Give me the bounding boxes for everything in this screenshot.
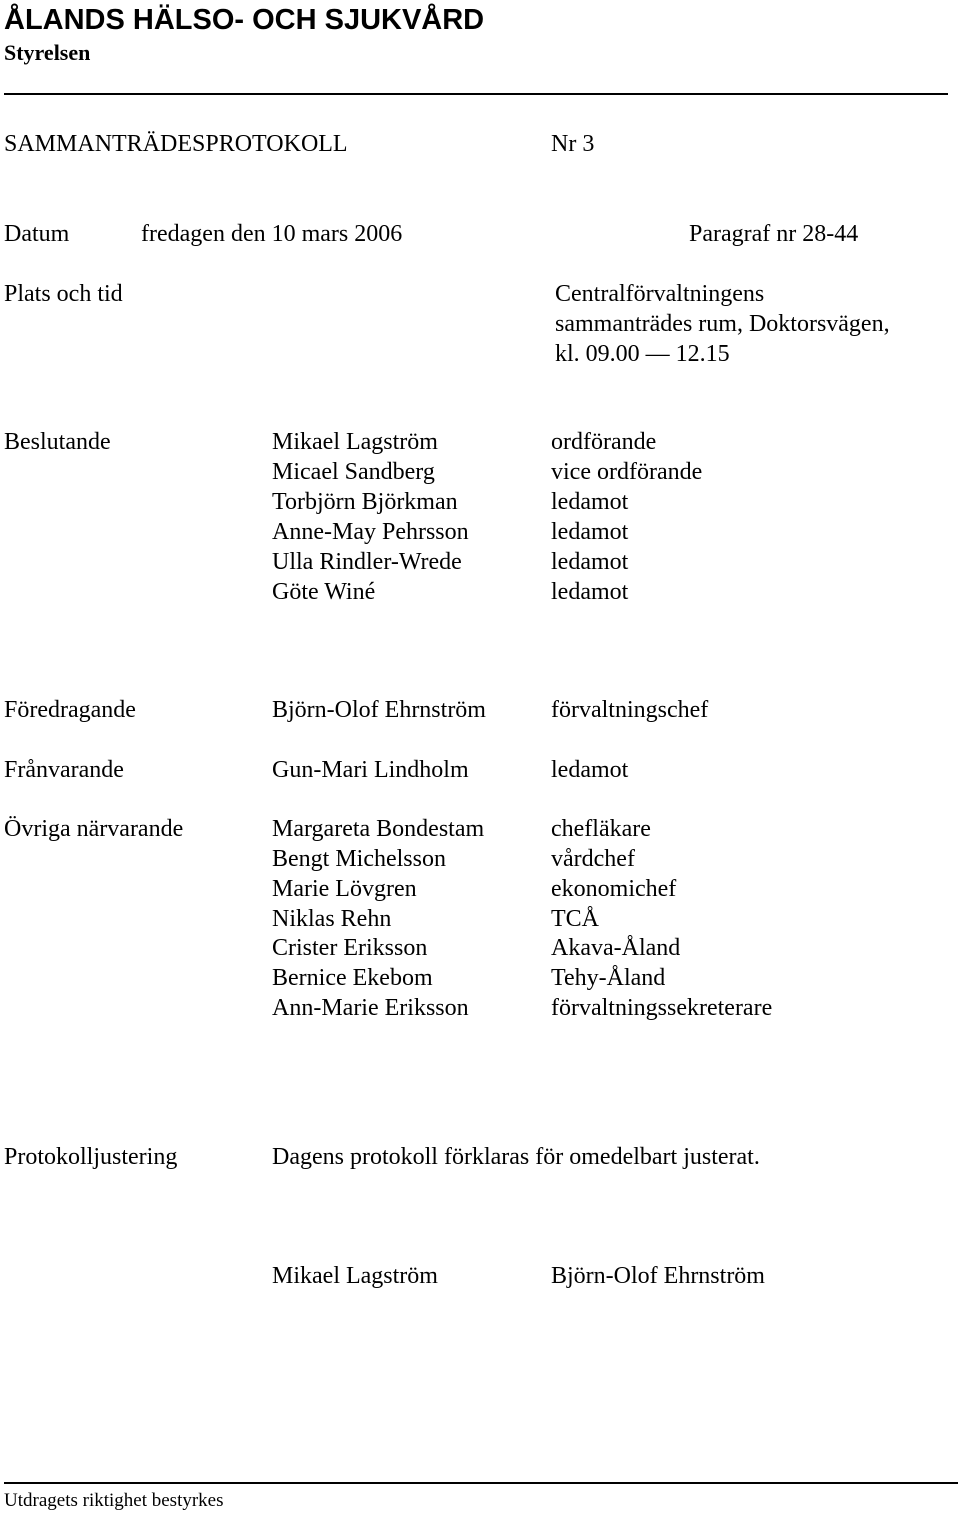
attendee-role: vårdchef (551, 846, 635, 872)
board-name: Styrelsen (4, 40, 91, 65)
attendee-name: Crister Eriksson (272, 935, 428, 961)
attendee-name: Ann-Marie Eriksson (272, 995, 469, 1021)
attendee-role: chefläkare (551, 816, 651, 842)
attendee-role: Tehy-Åland (551, 965, 666, 991)
others-present-label: Övriga närvarande (4, 816, 184, 842)
signature-chair: Mikael Lagström (272, 1263, 438, 1289)
protocol-number: Nr 3 (551, 131, 595, 157)
member-role: vice ordförande (551, 459, 703, 485)
presenter-role: förvaltningschef (551, 697, 709, 723)
presenter-label: Föredragande (4, 697, 136, 723)
absent-name: Gun-Mari Lindholm (272, 757, 469, 783)
attendee-role: förvaltningssekreterare (551, 995, 773, 1021)
signature-manager: Björn-Olof Ehrnström (551, 1263, 765, 1289)
member-role: ledamot (551, 489, 629, 515)
member-name: Anne-May Pehrsson (272, 519, 469, 545)
date-label: Datum (4, 221, 70, 247)
member-role: ordförande (551, 429, 657, 455)
member-name: Micael Sandberg (272, 459, 435, 485)
absent-role: ledamot (551, 757, 629, 783)
attendee-role: ekonomichef (551, 876, 677, 902)
attendee-name: Margareta Bondestam (272, 816, 485, 842)
member-role: ledamot (551, 549, 629, 575)
member-name: Torbjörn Björkman (272, 489, 458, 515)
presenter-name: Björn-Olof Ehrnström (272, 697, 486, 723)
member-name: Ulla Rindler-Wrede (272, 549, 462, 575)
attendee-name: Bernice Ekebom (272, 965, 433, 991)
attendee-name: Marie Lövgren (272, 876, 417, 902)
adjustment-text: Dagens protokoll förklaras för omedelbart justerat. (272, 1144, 760, 1170)
member-name: Mikael Lagström (272, 429, 438, 455)
place-line: Centralförvaltningens (555, 281, 765, 307)
certification-text: Utdragets riktighet bestyrkes (4, 1490, 224, 1511)
attendee-name: Niklas Rehn (272, 906, 392, 932)
organization-title: ÅLANDS HÄLSO- OCH SJUKVÅRD (4, 4, 485, 36)
header-divider (4, 93, 948, 95)
attendee-role: Akava-Åland (551, 935, 681, 961)
place-line: kl. 09.00 — 12.15 (555, 341, 730, 367)
place-line: sammanträdes rum, Doktorsvägen, (555, 311, 890, 337)
attendee-role: TCÅ (551, 906, 599, 932)
member-role: ledamot (551, 519, 629, 545)
date-value: fredagen den 10 mars 2006 (141, 221, 403, 247)
member-name: Göte Winé (272, 579, 376, 605)
member-role: ledamot (551, 579, 629, 605)
footer-divider (4, 1482, 958, 1484)
place-label: Plats och tid (4, 281, 123, 307)
adjustment-label: Protokolljustering (4, 1144, 178, 1170)
attendee-name: Bengt Michelsson (272, 846, 446, 872)
decision-makers-label: Beslutande (4, 429, 111, 455)
paragraph-range: Paragraf nr 28-44 (689, 221, 859, 247)
absent-label: Frånvarande (4, 757, 124, 783)
protocol-title: SAMMANTRÄDESPROTOKOLL (4, 131, 348, 157)
